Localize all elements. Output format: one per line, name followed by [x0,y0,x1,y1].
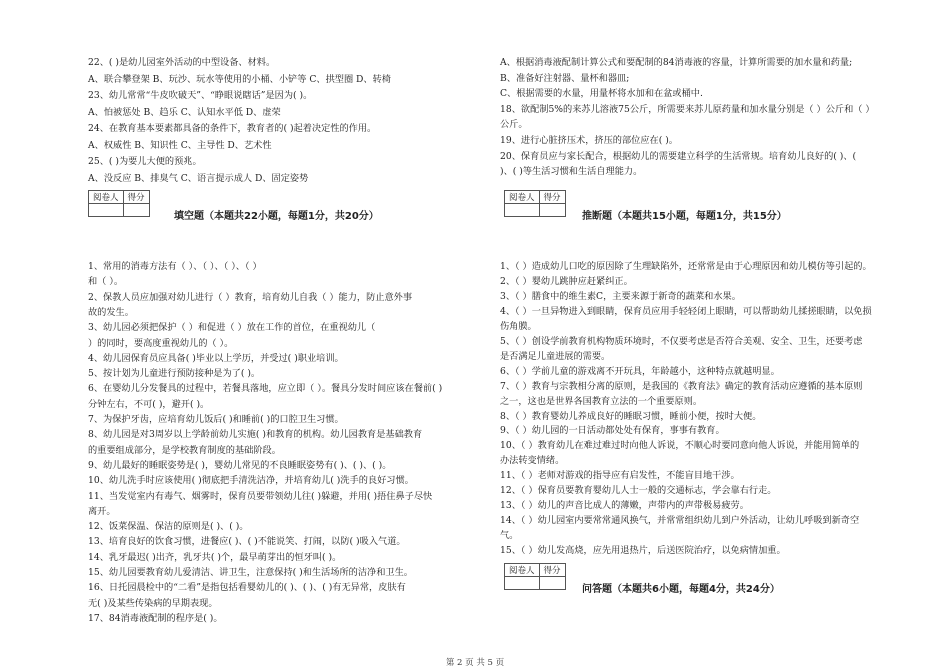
question-line: 18、欲配制5%的来苏儿溶液75公斤，所需要来苏儿原药量和加水量分别是（ ）公斤和（ ） [500,103,875,115]
question-line: B、准备好注射器、量杯和器皿; [500,72,630,84]
judge-question-line: 5、（ ）创设学前教育机构物质环境时，不仅要考虑是否符合美观、安全、卫生，还要考虑 [500,335,863,347]
question-line: 25、( )为要儿大便的预兆。 [88,156,202,167]
judge-question-line: 11、（ ）老师对游戏的指导应有启发性，不能盲目地干涉。 [500,470,740,482]
fill-question-line: 和（ ）。 [88,276,124,288]
question-line: 20、保育员应与家长配合，根据幼儿的需要建立科学的生活常规。培育幼儿良好的( )、( [500,150,857,162]
fill-question-line: 5、按计划为儿童进行预防接种是为了( )。 [88,368,261,380]
judge-question-line: 8、（ ）教育婴幼儿养成良好的睡眠习惯，睡前小便，按时大便。 [500,410,762,422]
question-line: 23、幼儿常常“牛皮吹破天”、“睁眼说瞎话”是因为( )。 [88,90,313,101]
fill-question-line: ）的同时，要高度重视幼儿的（ ）。 [88,337,234,349]
judge-question-line: 是否满足儿童进展的需要。 [500,350,611,362]
fill-question-line: 6、在婴幼儿分发餐具的过程中，若餐具落地，应立即（ ）。餐具分发时间应该在餐前( ) [88,383,443,395]
fill-question-line: 2、保教人员应加强对幼儿进行（ ）教育，培育幼儿自我（ ）能力，防止意外事 [88,291,413,303]
question-line: A、没反应 B、排臭气 C、语言提示成人 D、固定姿势 [88,172,309,184]
judge-question-line: 伤角膜。 [500,320,537,332]
fill-question-line: 10、幼儿洗手时应该使用( )彻底把手清洗洁净，并培育幼儿( )洗手的良好习惯。 [88,475,414,487]
score-label: 得分 [123,191,149,204]
fill-section-title: 填空题（本题共22小题，每题1分，共20分） [174,211,379,222]
fill-question-line: 故的发生。 [88,306,134,318]
fill-question-line: 17、84消毒液配制的程序是( )。 [88,612,223,624]
qa-section-title: 问答题（本题共6小题，每题4分，共24分） [582,584,780,595]
judge-question-line: 2、（ ）婴幼儿跳肿应赶紧纠正。 [500,275,633,287]
fill-question-line: 7、为保护牙齿，应培育幼儿饭后( )和睡前( )的口腔卫生习惯。 [88,414,344,425]
judge-question-line: 4、（ ）一旦异物进入到眼睛，保育员应用手轻轻闭上眼睛，可以帮助幼儿揉搓眼睛，以免损 [500,305,872,317]
judge-question-line: 气。 [500,530,519,542]
grader-label: 阅卷人 [505,191,540,204]
question-line: 22、( )是幼儿园室外活动的中型设备、材料。 [88,57,276,68]
question-line: A、根据消毒液配制计算公式和要配制的84消毒液的容量，计算所需要的加水量和药量; [500,57,853,68]
question-line: A、权威性 B、知识性 C、主导性 D、艺术性 [88,139,272,151]
score-label: 得分 [539,191,565,204]
judge-question-line: 13、（ ）幼儿的声音比成人的薄嫩，声带内的声带极易疲劳。 [500,500,749,512]
question-line: 19、进行心脏挤压术，挤压的部位应在( )。 [500,135,678,146]
fill-question-line: 15、幼儿园要教育幼儿爱清洁、讲卫生，注意保持( )和生活场所的洁净和卫生。 [88,567,413,578]
judge-question-line: 6、（ ）学前儿童的游戏离不开玩具，年龄越小，这种特点就越明显。 [500,365,780,377]
fill-question-line: 无( )及某些传染病的早期表现。 [88,597,218,609]
fill-question-line: 12、饭菜保温、保洁的原则是( )、( )。 [88,521,249,533]
fill-question-line: 4、幼儿园保育员应具备( )毕业以上学历，并受过( )职业培训。 [88,352,344,364]
fill-question-line: 3、幼儿园必须把保护（ ）和促进（ ）放在工作的首位，在重视幼儿（ [88,322,376,334]
judge-question-line: 7、（ ）教育与宗教相分离的原则，是我国的《教育法》确定的教育活动应遵循的基本原则 [500,380,863,392]
judge-question-line: 15、（ ）幼儿发高烧，应先用退热片，后送医院治疗，以免病情加重。 [500,545,786,557]
judge-question-line: 之一，这也是世界各国教育立法的一个重要原则。 [500,395,703,407]
question-line: C、根据需要的水量，用量杯将水加和在盆或桶中. [500,88,703,100]
fill-question-line: 离开。 [88,505,116,517]
judge-question-line: 10、（ ）教育幼儿在难过难过时向他人诉说，不顺心时要同意向他人诉说，并能用简单的 [500,440,860,452]
fill-question-line: 8、幼儿园是对3周岁以上学龄前幼儿实施( )和教育的机构。幼儿园教育是基础教育 [88,429,423,441]
score-label: 得分 [539,564,565,577]
judge-question-line: 12、（ ）保育员要教育婴幼儿人士一般的交通标志，学会靠右行走。 [500,485,777,497]
score-box-fill [88,190,150,217]
judge-question-line: 3、（ ）膳食中的维生素C，主要来源于新奇的蔬菜和水果。 [500,290,741,302]
judge-question-line: 1、（ ）造成幼儿口吃的原因除了生理缺陷外，还常常是由于心理原因和幼儿模仿等引起的。 [500,261,872,272]
fill-question-line: 9、幼儿最好的睡眠姿势是( )，婴幼儿常见的不良睡眠姿势有( )、( )、( )。 [88,459,392,471]
judge-section-title: 推断题（本题共15小题，每题1分，共15分） [582,211,787,222]
question-line: )、( )等生活习惯和生活自理能力。 [500,166,643,178]
fill-question-line: 14、乳牙最迟( )出齐，乳牙共( )个，最早萌芽出的恒牙叫( )。 [88,551,342,563]
fill-question-line: 分钟左右，不可( )，避开( )。 [88,398,210,410]
question-line: 公斤。 [500,119,528,131]
fill-question-line: 的重要组成部分，是学校教育制度的基础阶段。 [88,444,281,456]
score-box-qa [504,563,566,590]
fill-question-line: 13、培育良好的饮食习惯，进餐应( )、( )不能说笑、打闹，以防( )吸入气道。 [88,536,406,548]
score-box-judge [504,190,566,217]
judge-question-line: 办法转变情绪。 [500,455,565,467]
page-footer: 第 2 页 共 5 页 [445,658,505,668]
question-line: 24、在教育基本要素都具备的条件下，教育者的( )起着决定性的作用。 [88,123,377,134]
question-line: A、怕被惩处 B、趋乐 C、认知水平低 D、虚荣 [88,106,281,118]
fill-question-line: 11、当发觉室内有毒气、烟雾时，保育员要带领幼儿往( )躲避，并用( )捂住鼻子尽快 [88,490,433,502]
question-line: A、联合攀登架 B、玩沙、玩水等使用的小桶、小铲等 C、拱型圈 D、转椅 [88,73,391,85]
grader-label: 阅卷人 [505,564,540,577]
fill-question-line: 1、常用的消毒方法有（ ）、（ ）、（ ）、（ ） [88,261,262,272]
fill-question-line: 16、日托园晨检中的“二看”是指包括看婴幼儿的( )、( )、( )有无异常，皮肤有 [88,582,406,594]
judge-question-line: 9、（ ）幼儿园的一日活动都处处有保育，事事有教育。 [500,425,725,437]
grader-label: 阅卷人 [89,191,124,204]
judge-question-line: 14、（ ）幼儿园室内要常常通风换气，并常常组织幼儿到户外活动，让幼儿呼吸到新奇空 [500,515,860,527]
